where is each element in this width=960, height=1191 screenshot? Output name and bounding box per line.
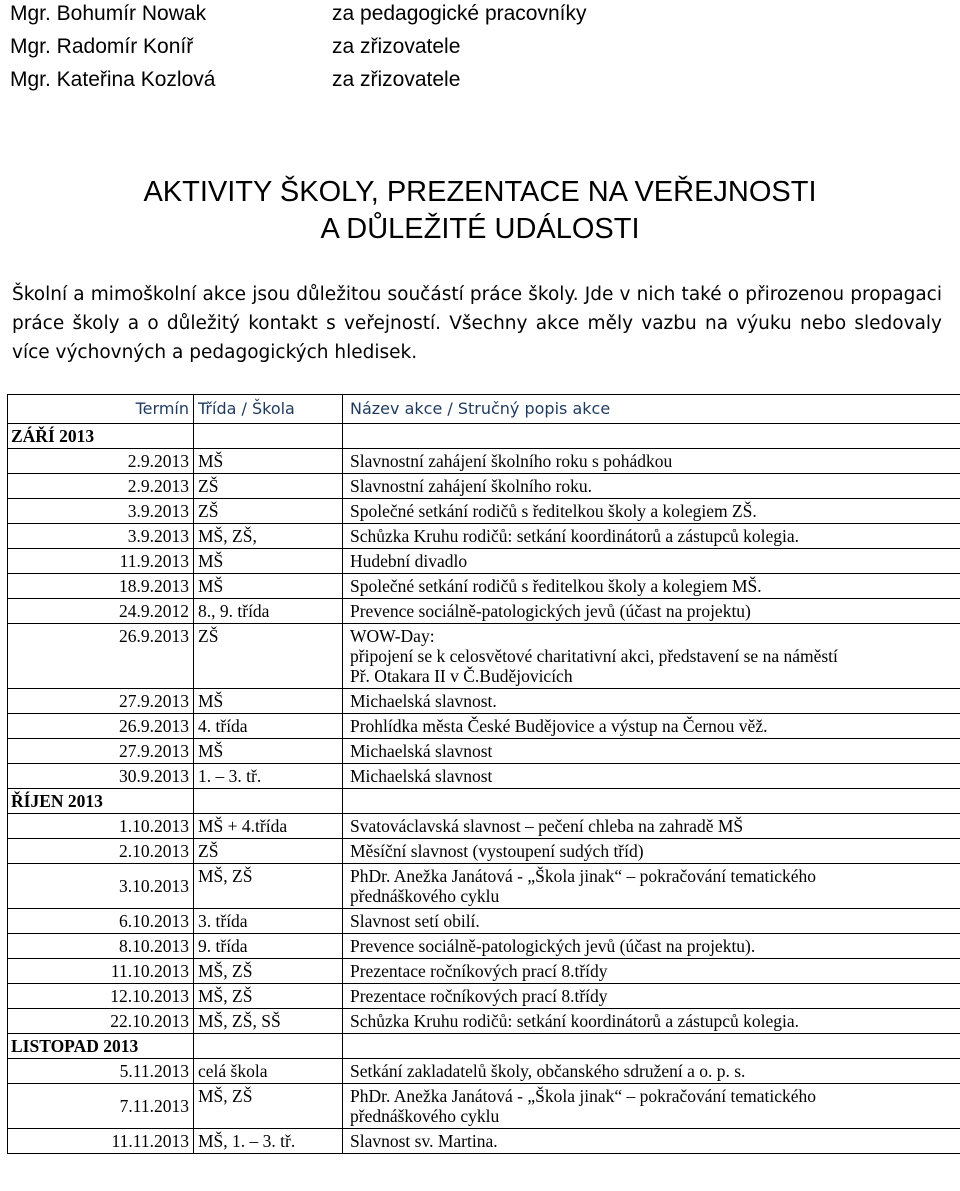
month-empty-cell bbox=[343, 424, 960, 449]
event-line: Společné setkání rodičů s ředitelkou školy a kolegiem MŠ. bbox=[350, 576, 762, 596]
event-line: Slavnostní zahájení školního roku s pohádkou bbox=[350, 451, 673, 471]
row-event bbox=[343, 714, 960, 739]
row-group: MŠ, ZŠ, SŠ bbox=[194, 1009, 343, 1034]
event-line: WOW-Day: bbox=[350, 626, 435, 646]
row-group: 1. – 3. tř. bbox=[194, 764, 343, 789]
table-row bbox=[8, 934, 960, 959]
row-event bbox=[343, 739, 960, 764]
table-row bbox=[8, 689, 960, 714]
event-line: Michaelská slavnost bbox=[350, 766, 493, 786]
table-row bbox=[8, 574, 960, 599]
row-group: MŠ, 1. – 3. tř. bbox=[194, 1129, 343, 1154]
row-date: 6.10.2013 bbox=[8, 909, 194, 934]
month-row bbox=[8, 1034, 960, 1059]
row-event bbox=[343, 764, 960, 789]
event-line: Setkání zakladatelů školy, občanského sdružení a o. p. s. bbox=[350, 1061, 746, 1081]
event-line: Slavnost setí obilí. bbox=[350, 911, 480, 931]
table-row bbox=[8, 814, 960, 839]
row-event bbox=[343, 909, 960, 934]
header-date: Termín bbox=[8, 395, 194, 424]
member-name: Mgr. Bohumír Nowak bbox=[10, 2, 207, 25]
row-event bbox=[343, 1009, 960, 1034]
event-line: Schůzka Kruhu rodičů: setkání koordinátorů a zástupců kolegia. bbox=[350, 1011, 800, 1031]
row-group: celá škola bbox=[194, 1059, 343, 1084]
row-group: 3. třída bbox=[194, 909, 343, 934]
row-event bbox=[343, 959, 960, 984]
row-date: 27.9.2013 bbox=[8, 689, 194, 714]
row-event bbox=[343, 624, 960, 689]
event-line: PhDr. Anežka Janátová - „Škola jinak“ – pokračování tematického bbox=[350, 1086, 817, 1106]
table-row bbox=[8, 959, 960, 984]
event-line: Svatováclavská slavnost – pečení chleba na zahradě MŠ bbox=[350, 816, 744, 836]
event-line: přednáškového cyklu bbox=[350, 886, 500, 906]
row-group: MŠ, ZŠ bbox=[194, 959, 343, 984]
row-date: 11.10.2013 bbox=[8, 959, 194, 984]
row-group: ZŠ bbox=[194, 499, 343, 524]
header-group: Třída / Škola bbox=[194, 395, 343, 424]
table-row bbox=[8, 624, 960, 689]
row-date: 3.9.2013 bbox=[8, 524, 194, 549]
month-empty-cell bbox=[194, 424, 343, 449]
roster-row bbox=[10, 0, 587, 33]
row-group: ZŠ bbox=[194, 839, 343, 864]
event-line: Slavnostní zahájení školního roku. bbox=[350, 476, 593, 496]
table-row bbox=[8, 1009, 960, 1034]
table-row bbox=[8, 764, 960, 789]
member-role: za zřizovatele bbox=[332, 35, 461, 58]
month-row bbox=[8, 789, 960, 814]
event-line: Prezentace ročníkových prací 8.třídy bbox=[350, 986, 608, 1006]
row-date: 8.10.2013 bbox=[8, 934, 194, 959]
section-title bbox=[0, 174, 960, 248]
row-group: MŠ bbox=[194, 549, 343, 574]
row-event bbox=[343, 984, 960, 1009]
row-date: 27.9.2013 bbox=[8, 739, 194, 764]
row-group: MŠ, ZŠ bbox=[194, 864, 343, 909]
row-date: 11.11.2013 bbox=[8, 1129, 194, 1154]
table-header-row bbox=[8, 395, 960, 424]
event-line: Michaelská slavnost. bbox=[350, 691, 497, 711]
row-date: 12.10.2013 bbox=[8, 984, 194, 1009]
month-empty-cell bbox=[343, 1034, 960, 1059]
event-line: Prevence sociálně-patologických jevů (účast na projektu) bbox=[350, 601, 751, 621]
row-date: 3.9.2013 bbox=[8, 499, 194, 524]
event-line: připojení se k celosvětové charitativní akci, představení se na náměstí bbox=[350, 646, 838, 666]
table-row bbox=[8, 909, 960, 934]
row-date: 5.11.2013 bbox=[8, 1059, 194, 1084]
event-line: Schůzka Kruhu rodičů: setkání koordinátorů a zástupců kolegia. bbox=[350, 526, 800, 546]
row-event bbox=[343, 574, 960, 599]
row-event bbox=[343, 864, 960, 909]
row-date: 2.9.2013 bbox=[8, 474, 194, 499]
month-label: LISTOPAD 2013 bbox=[8, 1034, 194, 1059]
member-role: za pedagogické pracovníky bbox=[332, 2, 587, 25]
event-line: přednáškového cyklu bbox=[350, 1106, 500, 1126]
table-row bbox=[8, 599, 960, 624]
row-group: MŠ + 4.třída bbox=[194, 814, 343, 839]
table-row bbox=[8, 739, 960, 764]
month-label: ŘÍJEN 2013 bbox=[8, 789, 194, 814]
committee-roster bbox=[10, 0, 587, 99]
header-event: Název akce / Stručný popis akce bbox=[343, 395, 960, 424]
row-date: 30.9.2013 bbox=[8, 764, 194, 789]
row-group: MŠ bbox=[194, 574, 343, 599]
row-group: ZŠ bbox=[194, 624, 343, 689]
row-date: 11.9.2013 bbox=[8, 549, 194, 574]
row-event bbox=[343, 1129, 960, 1154]
table-row bbox=[8, 499, 960, 524]
row-date: 26.9.2013 bbox=[8, 714, 194, 739]
row-date: 26.9.2013 bbox=[8, 624, 194, 689]
activities-table bbox=[7, 394, 960, 1154]
row-event bbox=[343, 814, 960, 839]
row-date: 3.10.2013 bbox=[8, 864, 194, 909]
table-row bbox=[8, 549, 960, 574]
row-event bbox=[343, 934, 960, 959]
section-title-line-2: A DŮLEŽITÉ UDÁLOSTI bbox=[320, 213, 640, 245]
row-event bbox=[343, 1084, 960, 1129]
month-label: ZÁŘÍ 2013 bbox=[8, 424, 194, 449]
event-line: PhDr. Anežka Janátová - „Škola jinak“ – pokračování tematického bbox=[350, 866, 817, 886]
row-date: 18.9.2013 bbox=[8, 574, 194, 599]
row-date: 1.10.2013 bbox=[8, 814, 194, 839]
member-role: za zřizovatele bbox=[332, 68, 461, 91]
event-line: Př. Otakara II v Č.Budějovicích bbox=[350, 666, 573, 686]
row-group: 8., 9. třída bbox=[194, 599, 343, 624]
row-group: MŠ bbox=[194, 739, 343, 764]
month-empty-cell bbox=[343, 789, 960, 814]
row-event bbox=[343, 689, 960, 714]
row-event bbox=[343, 524, 960, 549]
event-line: Měsíční slavnost (vystoupení sudých tříd) bbox=[350, 841, 644, 861]
event-line: Hudební divadlo bbox=[350, 551, 468, 571]
row-event bbox=[343, 449, 960, 474]
month-empty-cell bbox=[194, 789, 343, 814]
row-date: 2.10.2013 bbox=[8, 839, 194, 864]
table-row bbox=[8, 1084, 960, 1129]
row-group: MŠ, ZŠ bbox=[194, 984, 343, 1009]
event-line: Prevence sociálně-patologických jevů (účast na projektu). bbox=[350, 936, 756, 956]
event-line: Michaelská slavnost bbox=[350, 741, 493, 761]
row-event bbox=[343, 549, 960, 574]
roster-row bbox=[10, 33, 587, 66]
intro-paragraph: Školní a mimoškolní akce jsou důležitou součástí práce školy. Jde v nich také o přirozenou propagaci práce školy a o důležitý kontakt s veřejností. Všechny akce měly vazbu na výuku nebo sledovaly více výchovných a pedagogických hledisek. bbox=[12, 284, 942, 363]
row-group: MŠ, ZŠ, bbox=[194, 524, 343, 549]
table-row bbox=[8, 1129, 960, 1154]
event-line: Prohlídka města České Budějovice a výstup na Černou věž. bbox=[350, 716, 768, 736]
row-date: 22.10.2013 bbox=[8, 1009, 194, 1034]
table-row bbox=[8, 839, 960, 864]
row-date: 24.9.2012 bbox=[8, 599, 194, 624]
row-event bbox=[343, 1059, 960, 1084]
row-event bbox=[343, 474, 960, 499]
member-name: Mgr. Kateřina Kozlová bbox=[10, 68, 216, 91]
roster-row bbox=[10, 66, 587, 99]
table-row bbox=[8, 524, 960, 549]
member-name: Mgr. Radomír Koníř bbox=[10, 35, 194, 58]
row-group: 9. třída bbox=[194, 934, 343, 959]
section-title-line-1: AKTIVITY ŠKOLY, PREZENTACE NA VEŘEJNOSTI bbox=[143, 176, 817, 208]
month-row bbox=[8, 424, 960, 449]
table-row bbox=[8, 714, 960, 739]
row-group: ZŠ bbox=[194, 474, 343, 499]
event-line: Slavnost sv. Martina. bbox=[350, 1131, 498, 1151]
row-group: MŠ bbox=[194, 689, 343, 714]
event-line: Prezentace ročníkových prací 8.třídy bbox=[350, 961, 608, 981]
row-date: 7.11.2013 bbox=[8, 1084, 194, 1129]
month-empty-cell bbox=[194, 1034, 343, 1059]
row-event bbox=[343, 599, 960, 624]
row-date: 2.9.2013 bbox=[8, 449, 194, 474]
row-group: MŠ bbox=[194, 449, 343, 474]
table-row bbox=[8, 449, 960, 474]
table-row bbox=[8, 984, 960, 1009]
row-event bbox=[343, 499, 960, 524]
table-row bbox=[8, 1059, 960, 1084]
row-group: 4. třída bbox=[194, 714, 343, 739]
row-event bbox=[343, 839, 960, 864]
table-row bbox=[8, 864, 960, 909]
event-line: Společné setkání rodičů s ředitelkou školy a kolegiem ZŠ. bbox=[350, 501, 757, 521]
row-group: MŠ, ZŠ bbox=[194, 1084, 343, 1129]
table-row bbox=[8, 474, 960, 499]
